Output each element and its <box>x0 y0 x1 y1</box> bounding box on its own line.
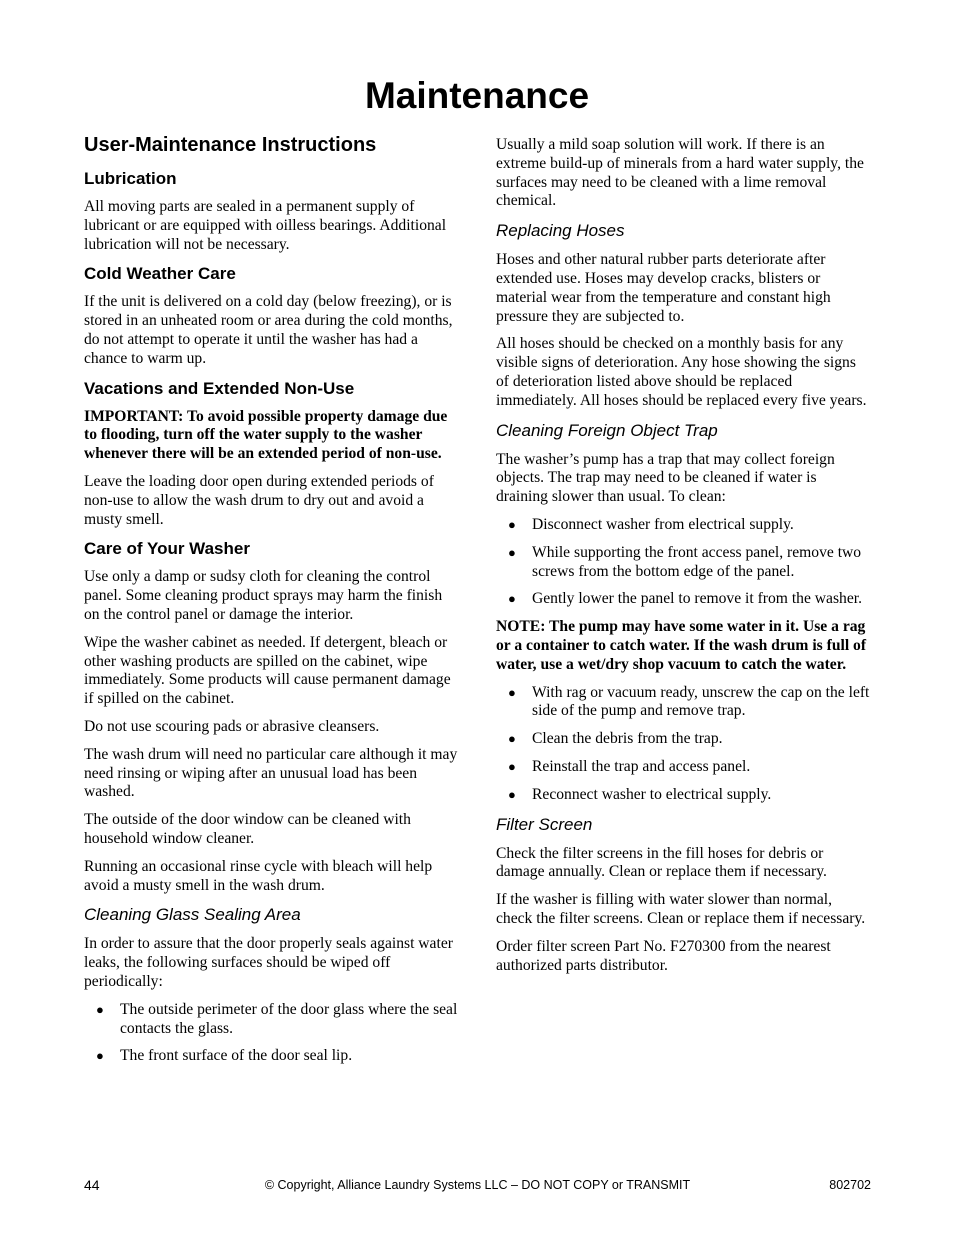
important-notice: IMPORTANT: To avoid possible property damage due to flooding, turn off the water supply to the washer whenever there will be an extended period of non-use. <box>84 407 448 463</box>
filter-paragraph-2: If the washer is filling with water slower than normal, check the filter screens. Clean or replace them if necessary. <box>496 891 866 927</box>
care-paragraph-4: The wash drum will need no particular care although it may need rinsing or wiping after an unusual load has been washed. <box>84 745 458 801</box>
bullet-icon: ● <box>508 731 516 747</box>
list-item: ● Reconnect washer to electrical supply. <box>508 785 772 803</box>
vacations-heading: Vacations and Extended Non-Use <box>84 378 355 398</box>
care-heading: Care of Your Washer <box>84 539 250 559</box>
care-paragraph-1: Use only a damp or sudsy cloth for cleaning the control panel. Some cleaning product sprays may harm the finish on the control panel or damage the interior. <box>84 568 443 623</box>
trap-bullet-list-2 <box>496 684 871 805</box>
glass-bullet-list <box>84 1001 459 1066</box>
list-item: ● Clean the debris from the trap. <box>508 730 723 748</box>
trap-paragraph: The washer’s pump has a trap that may collect foreign objects. The trap may need to be cleaned if water is draining slower than usual. To clean: <box>496 450 835 506</box>
right-column <box>496 136 871 984</box>
section-title: User-Maintenance Instructions <box>84 134 377 156</box>
bullet-icon: ● <box>508 591 516 607</box>
hoses-heading: Replacing Hoses <box>496 221 625 241</box>
list-item: ● The front surface of the door seal lip. <box>96 1047 353 1065</box>
care-paragraph-3: Do not use scouring pads or abrasive cleansers. <box>84 717 380 735</box>
filter-paragraph-1: Check the filter screens in the fill hoses for debris or damage annually. Clean or replace them if necessary. <box>496 844 827 881</box>
list-item: ● Reinstall the trap and access panel. <box>508 757 751 775</box>
list-item: ● With rag or vacuum ready, unscrew the cap on the left side of the pump and remove trap. <box>508 683 870 720</box>
list-item: ● While supporting the front access panel, remove two screws from the bottom edge of the panel. <box>508 543 862 580</box>
bullet-icon: ● <box>508 758 516 774</box>
document-number: 802702 <box>829 1178 871 1192</box>
hoses-paragraph-1: Hoses and other natural rubber parts deteriorate after extended use. Hoses may develop cracks, blisters or material wear from the temperature and constant high pressure they are subjected to. <box>496 251 831 325</box>
glass-heading: Cleaning Glass Sealing Area <box>84 905 301 925</box>
care-paragraph-6: Running an occasional rinse cycle with bleach will help avoid a musty smell in the wash drum. <box>84 857 433 894</box>
intro-paragraph: Usually a mild soap solution will work. If there is an extreme build-up of minerals from a hard water supply, the surfaces may need to be cleaned with a lime removal chemical. <box>496 136 864 210</box>
list-item: ● Disconnect washer from electrical supply. <box>508 515 794 533</box>
page-number: 44 <box>84 1177 100 1193</box>
cold-weather-paragraph: If the unit is delivered on a cold day (below freezing), or is stored in an unheated room or area during the cold months, do not attempt to operate it until the washer has had a chance to warm up. <box>84 293 453 367</box>
bullet-icon: ● <box>96 1001 104 1017</box>
vacations-paragraph: Leave the loading door open during extended periods of non-use to allow the wash drum to dry out and avoid a musty smell. <box>84 472 434 528</box>
copyright-notice: © Copyright, Alliance Laundry Systems LLC – DO NOT COPY or TRANSMIT <box>264 1178 691 1192</box>
cold-weather-heading: Cold Weather Care <box>84 264 236 284</box>
left-column <box>84 132 459 1075</box>
list-item: ● Gently lower the panel to remove it from the washer. <box>508 590 862 608</box>
page-footer <box>84 1177 871 1195</box>
lubrication-paragraph: All moving parts are sealed in a permanent supply of lubricant or are equipped with oilless bearings. Additional lubrication will not be necessary. <box>84 198 447 253</box>
bullet-icon: ● <box>508 786 516 802</box>
lubrication-heading: Lubrication <box>84 169 177 188</box>
glass-paragraph: In order to assure that the door properly seals against water leaks, the following surfaces should be wiped off periodically: <box>84 935 453 990</box>
bullet-icon: ● <box>508 684 516 700</box>
bullet-icon: ● <box>508 544 516 560</box>
trap-heading: Cleaning Foreign Object Trap <box>496 420 718 440</box>
filter-paragraph-3: Order filter screen Part No. F270300 from the nearest authorized parts distributor. <box>496 937 831 974</box>
bullet-icon: ● <box>508 516 516 532</box>
list-item: ● The outside perimeter of the door glass where the seal contacts the glass. <box>96 1000 458 1037</box>
care-paragraph-2: Wipe the washer cabinet as needed. If detergent, bleach or other washing products are spilled on the cabinet, wipe immediately. Some products will cause permanent damage if spilled on the cabinet. <box>84 633 451 708</box>
trap-bullet-list-1 <box>496 516 871 609</box>
page-title: Maintenance <box>364 75 590 116</box>
bullet-icon: ● <box>96 1048 104 1064</box>
pump-note: NOTE: The pump may have some water in it. Use a rag or a container to catch water. If the wash drum is full of water, use a wet/dry shop vacuum to catch the water. <box>496 618 867 673</box>
care-paragraph-5: The outside of the door window can be cleaned with household window cleaner. <box>84 811 411 847</box>
hoses-paragraph-2: All hoses should be checked on a monthly basis for any visible signs of deterioration. Any hose showing the signs of deterioration listed above should be replaced immediately. All hoses should be replaced every five years. <box>496 335 867 409</box>
filter-heading: Filter Screen <box>496 814 593 834</box>
